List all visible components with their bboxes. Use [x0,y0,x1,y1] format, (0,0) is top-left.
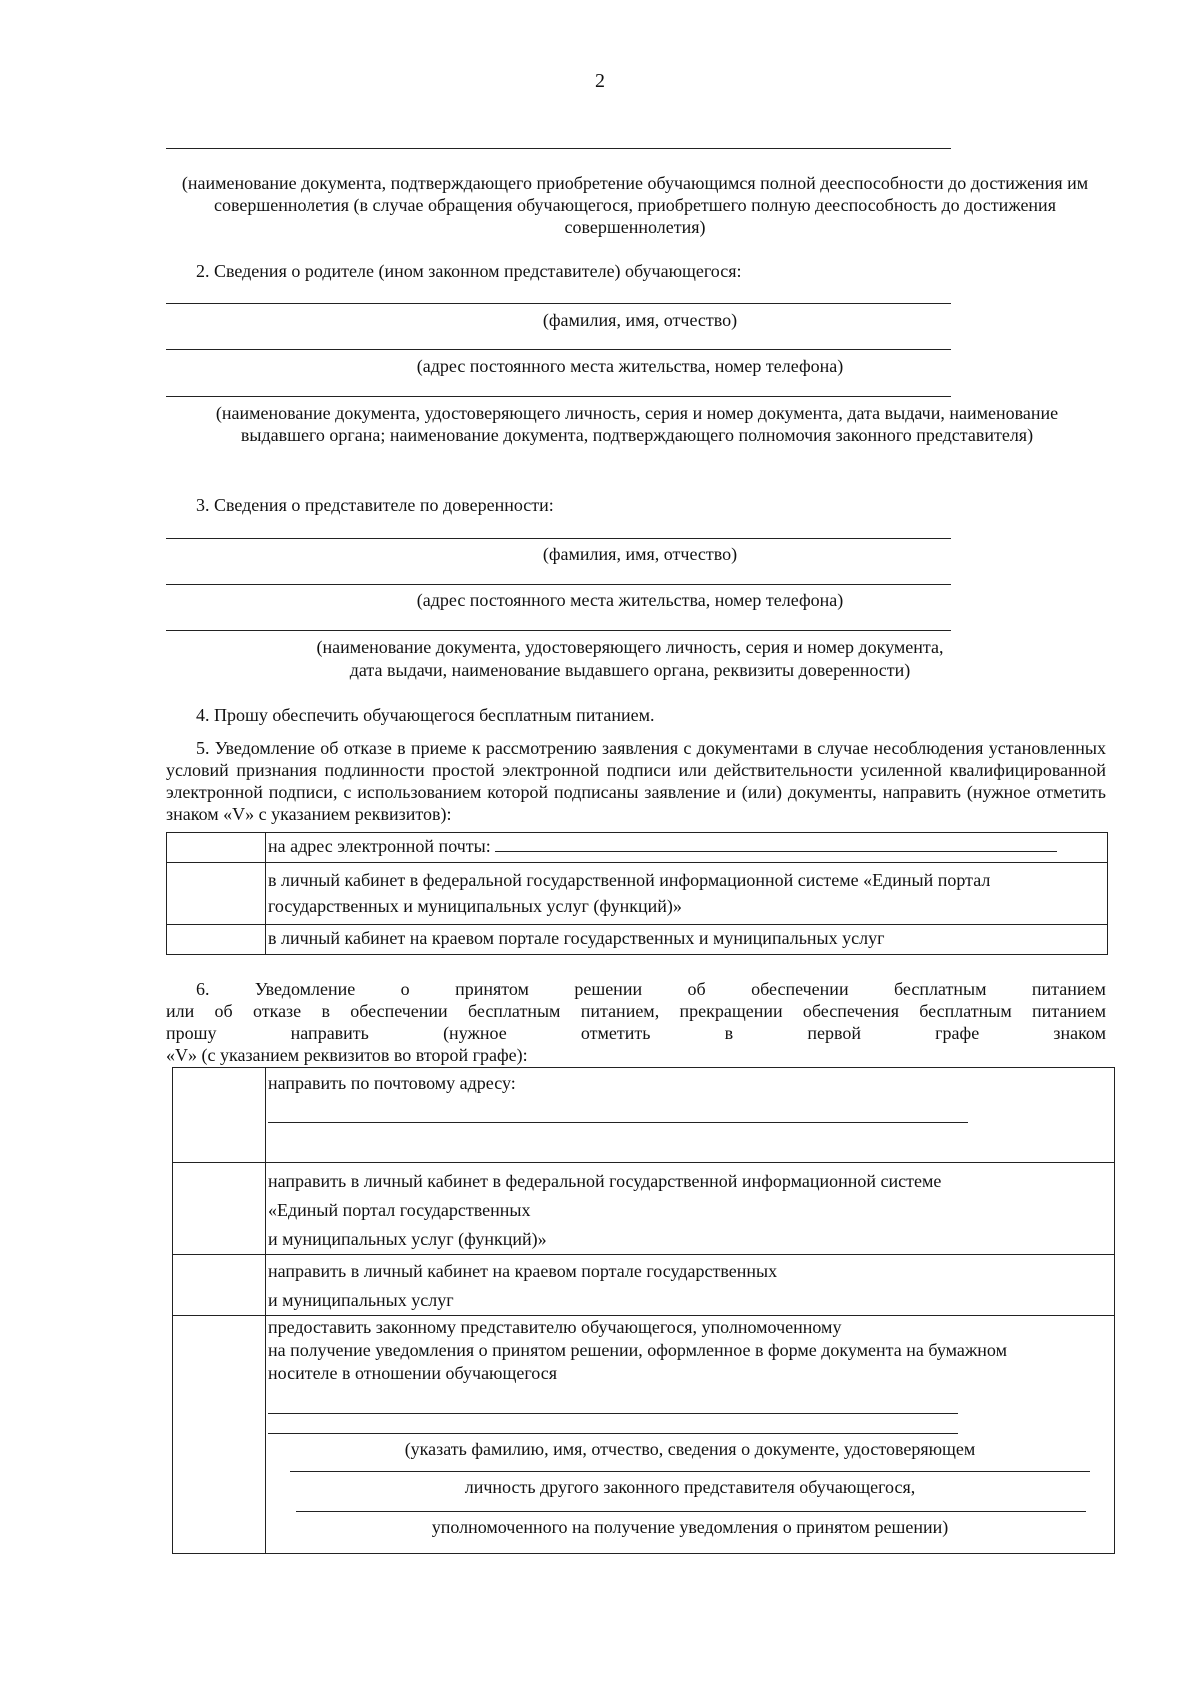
option-postal [266,1068,1115,1163]
caption-parent-address: (адрес постоянного места жительства, номер телефона) [416,356,844,376]
section-6-word: направить [290,1023,369,1043]
option-rep-line-1: предоставить законному представителю обучающегося, уполномоченному [268,1317,842,1337]
option-fgis-line-2: «Единый портал государственных [268,1200,531,1220]
section-6-word: отметить [580,1023,651,1043]
rep-fill-line-4[interactable] [296,1511,1086,1512]
table-row [173,1163,1115,1255]
table-row [167,833,1108,863]
section-2-heading: 2. Сведения о родителе (ином законном представителе) обучающегося: [196,261,742,281]
option-email-label: на адрес электронной почты: [268,836,491,856]
table-row [173,1255,1115,1316]
option-email [266,833,1108,863]
refusal-notice-options-table [166,832,1108,955]
section-6-word: Уведомление [254,979,356,999]
checkbox-federal-portal[interactable] [167,863,266,925]
table-row [173,1068,1115,1163]
fill-line-parent-name [166,303,951,304]
section-6-line-1 [166,978,1106,1000]
option-federal-portal [266,863,1108,925]
option-rep-caption-2: личность другого законного представителя обучающегося, [464,1477,916,1497]
checkbox-regional-portal-decision[interactable] [173,1255,266,1316]
table-row [167,863,1108,925]
table-row [173,1316,1115,1554]
checkbox-regional-portal[interactable] [167,925,266,955]
checkbox-email[interactable] [167,833,266,863]
caption-parent-doc: (наименование документа, удостоверяющего личность, серия и номер документа, дата выдачи, наименование выдавшего органа; наименование документа, подтверждающего полномочия законного представителя) [215,403,1059,445]
option-federal-portal-label: в личный кабинет в федеральной государственной информационной системе «Единый портал государственных и муниципальных услуг (функций)» [268,870,991,916]
rep-fill-line-1[interactable] [268,1413,958,1414]
section-6-word: первой [807,1023,861,1043]
option-regional-line-1: направить в личный кабинет на краевом портале государственных [268,1261,778,1281]
section-6-word: (нужное [443,1023,507,1043]
option-federal-portal-decision [266,1163,1115,1255]
option-rep-line-3: носителе в отношении обучающегося [268,1363,558,1383]
section-6-word: принятом [455,979,529,999]
fill-line-proxy-address [166,584,951,585]
option-regional-line-2: и муниципальных услуг [268,1290,454,1310]
section-6-line-4: «V» (с указанием реквизитов во второй графе): [166,1045,528,1065]
caption-proxy-address: (адрес постоянного места жительства, номер телефона) [416,590,844,610]
section-6-line-2: или об отказе в обеспечении бесплатным питанием, прекращении обеспечения бесплатным питанием [166,1001,1106,1021]
table-row [167,925,1108,955]
caption-proxy-name: (фамилия, имя, отчество) [542,544,738,564]
fill-line-proxy-name [166,538,951,539]
email-fill-line[interactable] [495,833,1057,852]
section-6-word: графе [935,1023,980,1043]
caption-proxy-doc-1: (наименование документа, удостоверяющего личность, серия и номер документа, [316,637,944,657]
caption-capacity-document: (наименование документа, подтверждающего приобретение обучающимся полной дееспособности до достижения им совершеннолетия (в случае обращения обучающегося, приобретшего полную дееспособность до достижения совершеннолетия) [181,173,1089,237]
section-6-word: обеспечении [751,979,849,999]
option-rep-caption-3: уполномоченного на получение уведомления о принятом решении) [431,1517,949,1537]
section-6-word: решении [574,979,643,999]
postal-fill-line[interactable] [268,1122,968,1123]
rep-fill-line-3[interactable] [290,1471,1090,1472]
option-fgis-line-1: направить в личный кабинет в федеральной государственной информационной системе [268,1171,942,1191]
section-6-word: об [687,979,706,999]
caption-proxy-doc-2: дата выдачи, наименование выдавшего органа, реквизиты доверенности) [349,660,911,680]
option-regional-portal-label: в личный кабинет на краевом портале государственных и муниципальных услуг [268,928,885,948]
section-6-word: о [400,979,410,999]
option-fgis-line-3: и муниципальных услуг (функций)» [268,1229,547,1249]
fill-line-document [166,148,951,149]
option-rep-line-2: на получение уведомления о принятом решении, оформленное в форме документа на бумажном [268,1340,1007,1360]
section-6-word: прошу [166,1023,217,1043]
option-regional-portal-decision [266,1255,1115,1316]
section-6-word: питанием [1031,979,1106,999]
option-representative [266,1316,1115,1554]
caption-parent-name: (фамилия, имя, отчество) [542,310,738,330]
decision-notice-options-table [172,1067,1115,1554]
section-5-body: 5. Уведомление об отказе в приеме к рассмотрению заявления с документами в случае несоблюдения установленных условий признания подлинности простой электронной подписи или действительности усиленной квалифицированной электронной подписи, с использованием которой подписаны заявление и (или) документы, направить (нужное отметить знаком «V» с указанием реквизитов): [166,738,1106,824]
checkbox-postal[interactable] [173,1068,266,1163]
checkbox-federal-portal-decision[interactable] [173,1163,266,1255]
fill-line-proxy-doc [166,630,951,631]
option-regional-portal [266,925,1108,955]
fill-line-parent-doc [166,396,951,397]
section-6-word: бесплатным [894,979,987,999]
section-6-line-3 [166,1022,1106,1044]
fill-line-parent-address [166,349,951,350]
option-rep-caption-1: (указать фамилию, имя, отчество, сведения о документе, удостоверяющем [404,1439,976,1459]
page-number: 2 [595,70,605,92]
section-6-word: в [724,1023,734,1043]
option-postal-label: направить по почтовому адресу: [268,1073,516,1093]
section-3-heading: 3. Сведения о представителе по доверенности: [196,495,554,515]
section-6-word: знаком [1053,1023,1106,1043]
section-4-text: 4. Прошу обеспечить обучающегося бесплатным питанием. [196,705,655,725]
rep-fill-line-2[interactable] [268,1433,958,1434]
section-6-word: 6. [196,979,210,999]
section-5-text [166,737,1106,825]
checkbox-representative[interactable] [173,1316,266,1554]
